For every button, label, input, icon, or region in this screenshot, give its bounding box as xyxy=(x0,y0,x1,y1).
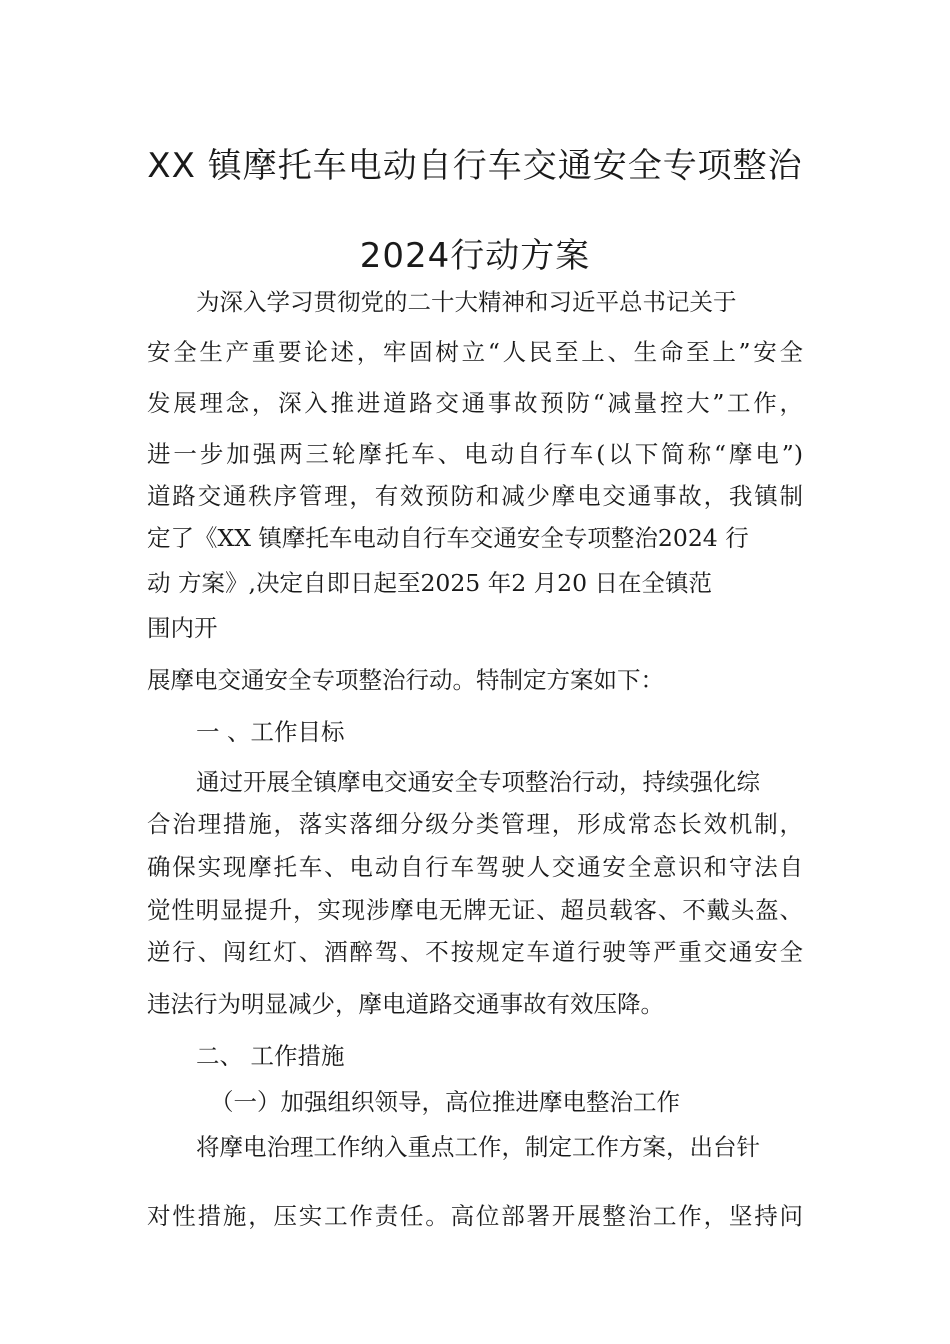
intro-line-3: 发展理念，深入推进道路交通事故预防“减量控大”工作， xyxy=(147,389,803,417)
document-title-line-1: XX 镇摩托车电动自行车交通安全专项整治 xyxy=(147,146,803,186)
intro-line-6: 定了《XX 镇摩托车电动自行车交通安全专项整治2024 行 xyxy=(147,524,749,552)
goals-line-5: 逆行、闯红灯、酒醉驾、不按规定车道行驶等严重交通安全 xyxy=(147,938,803,966)
intro-line-5: 道路交通秩序管理，有效预防和减少摩电交通事故，我镇制 xyxy=(147,482,803,510)
document-title-line-2: 2024行动方案 xyxy=(359,236,591,276)
intro-line-1: 为深入学习贯彻党的二十大精神和习近平总书记关于 xyxy=(196,288,737,316)
goals-line-4: 觉性明显提升，实现涉摩电无牌无证、超员载客、不戴头盔、 xyxy=(147,896,803,924)
goals-line-3: 确保实现摩托车、电动自行车驾驶人交通安全意识和守法自 xyxy=(147,853,803,881)
intro-line-4: 进一步加强两三轮摩托车、电动自行车(以下简称“摩电”) xyxy=(147,440,803,468)
intro-line-8: 围内开 xyxy=(147,614,218,642)
section-heading-measures: 二、 工作措施 xyxy=(196,1042,345,1070)
leadership-line-1: 将摩电治理工作纳入重点工作，制定工作方案，出台针 xyxy=(196,1133,760,1161)
subsection-heading-leadership: （一）加强组织领导，高位推进摩电整治工作 xyxy=(210,1088,680,1116)
intro-line-7: 动 方案》,决定自即日起至2025 年2 月20 日在全镇范 xyxy=(147,569,713,597)
goals-line-6: 违法行为明显减少，摩电道路交通事故有效压降。 xyxy=(147,990,664,1018)
intro-line-9: 展摩电交通安全专项整治行动。特制定方案如下： xyxy=(147,666,664,694)
goals-line-2: 合治理措施，落实落细分级分类管理，形成常态长效机制， xyxy=(147,810,803,838)
intro-line-2: 安全生产重要论述，牢固树立“人民至上、生命至上”安全 xyxy=(147,338,803,366)
section-heading-goals: 一 、工作目标 xyxy=(196,718,345,746)
leadership-line-2: 对性措施，压实工作责任。高位部署开展整治工作，坚持问 xyxy=(147,1202,803,1230)
goals-line-1: 通过开展全镇摩电交通安全专项整治行动，持续强化综 xyxy=(196,768,760,796)
